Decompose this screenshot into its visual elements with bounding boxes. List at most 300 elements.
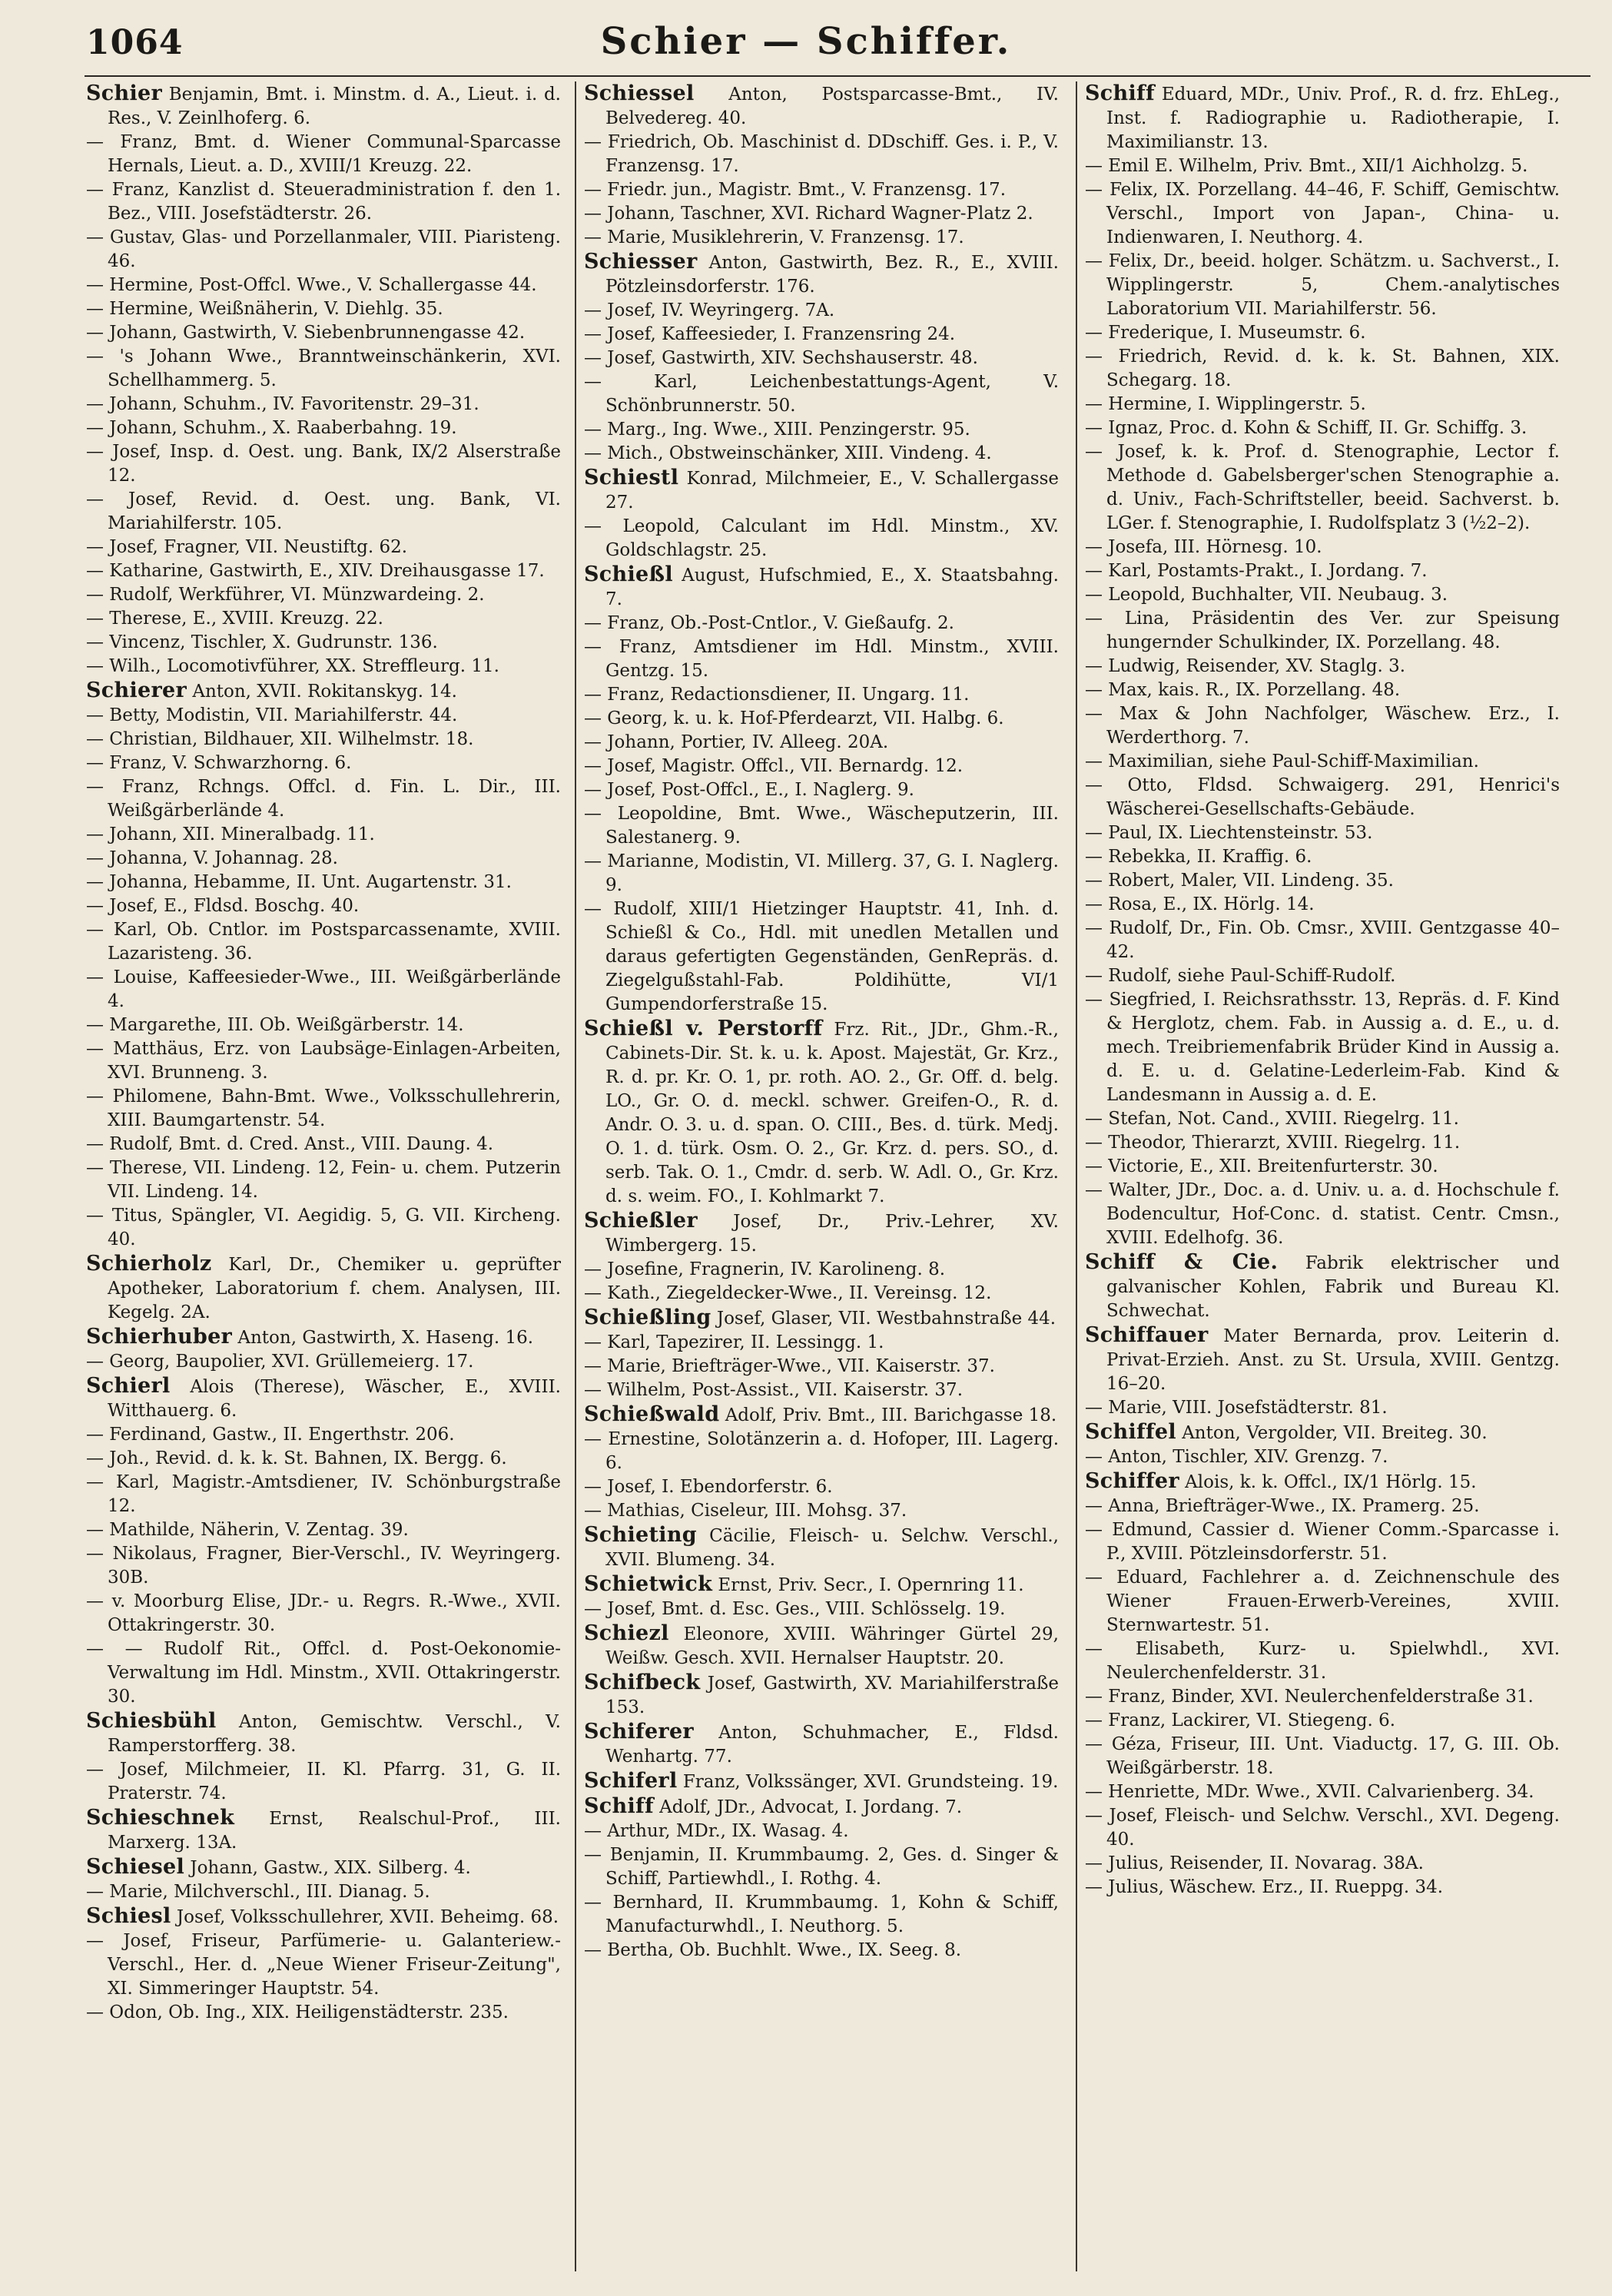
directory-entry: [584, 1671, 1059, 1720]
directory-entry: [86, 536, 561, 559]
directory-entry: [584, 1523, 1059, 1572]
entry-text: — Josef, Fleisch- und Selchw. Verschl., XVI. Degeng. 40.: [1085, 1806, 1560, 1850]
entry-text: — Maximilian, siehe Paul-Schiff-Maximilian.: [1085, 752, 1479, 771]
column-2: [584, 81, 1059, 2279]
directory-entry: [1085, 393, 1560, 416]
directory-entry: [1085, 440, 1560, 536]
entry-text: — Edmund, Cassier d. Wiener Comm.-Sparcasse i. P., XVIII. Pötzleinsdorferstr. 51.: [1085, 1520, 1560, 1564]
entry-text: — Georg, Baupolier, XVI. Grüllemeierg. 17.: [86, 1352, 474, 1372]
directory-entry: [86, 1156, 561, 1204]
directory-entry: [1085, 964, 1560, 988]
directory-entry: [584, 683, 1059, 707]
entry-text: — Marie, VIII. Josefstädterstr. 81.: [1085, 1398, 1388, 1418]
entry-text: — Ernestine, Solotänzerin a. d. Hofoper, III. Lagerg. 6.: [584, 1429, 1059, 1473]
directory-entry: [1085, 750, 1560, 774]
entry-text: — Josef, IV. Weyringerg. 7A.: [584, 300, 835, 320]
directory-entry: [86, 416, 561, 440]
entry-text: — Arthur, MDr., IX. Wasag. 4.: [584, 1821, 849, 1841]
directory-entry: [86, 655, 561, 679]
entry-text: — Johann, Schuhm., IV. Favoritenstr. 29–31.: [86, 394, 479, 414]
entry-text: — Josef, Bmt. d. Esc. Ges., VIII. Schlösselg. 19.: [584, 1599, 1006, 1619]
entry-text: — — Rudolf Rit., Offcl. d. Post-Oekonomie-Verwaltung im Hdl. Minstm., XVII. Ottakringerstr. 30.: [86, 1639, 561, 1707]
directory-entry: [1085, 1518, 1560, 1566]
entry-surname: Schierl: [86, 1374, 171, 1398]
entry-text: — Rosa, E., IX. Hörlg. 14.: [1085, 894, 1315, 914]
entry-text: — Lina, Präsidentin des Ver. zur Speisung hungernder Schulkinder, IX. Porzellang. 48.: [1085, 609, 1560, 652]
entry-surname: Schieschnek: [86, 1806, 235, 1830]
directory-entry: [1085, 893, 1560, 917]
directory-entry: [584, 442, 1059, 466]
entry-text: — Therese, E., XVIII. Kreuzg. 22.: [86, 609, 383, 629]
entry-surname: Schiffel: [1085, 1420, 1176, 1444]
directory-entry: [584, 202, 1059, 226]
directory-entry: [1085, 1107, 1560, 1131]
entry-surname: Schiestl: [584, 466, 679, 489]
directory-entry: [86, 488, 561, 536]
directory-entry: [584, 1820, 1059, 1843]
entry-text: Alois (Therese), Wäscher, E., XVIII. Witthauerg. 6.: [108, 1377, 561, 1421]
entry-text: — Franz, Rchngs. Offcl. d. Fin. L. Dir., III. Weißgärberlände 4.: [86, 777, 561, 821]
directory-entry: [584, 1939, 1059, 1963]
entry-text: — Johanna, Hebamme, II. Unt. Augartenstr. 31.: [86, 872, 512, 892]
entry-surname: Schiff: [1085, 81, 1155, 105]
entry-text: — Victorie, E., XII. Breitenfurterstr. 30.: [1085, 1156, 1438, 1176]
entry-text: Cäcilie, Fleisch- u. Selchw. Verschl., XVII. Blumeng. 34.: [605, 1526, 1059, 1570]
directory-entry: [584, 226, 1059, 250]
entry-text: — Anton, Tischler, XIV. Grenzg. 7.: [1085, 1447, 1388, 1467]
directory-entry: [584, 299, 1059, 323]
entry-text: Anton, Vergolder, VII. Breiteg. 30.: [1176, 1423, 1488, 1443]
entry-text: — Nikolaus, Fragner, Bier-Verschl., IV. Weyringerg. 30B.: [86, 1544, 561, 1588]
entry-text: — Mich., Obstweinschänker, XIII. Vindeng. 4.: [584, 443, 992, 463]
directory-entry: [86, 1423, 561, 1447]
directory-entry: [86, 321, 561, 345]
entry-text: August, Hufschmied, E., X. Staatsbahng. 7.: [605, 566, 1059, 609]
directory-entry: [1085, 702, 1560, 750]
entry-text: — Ferdinand, Gastw., II. Engerthstr. 206.: [86, 1425, 455, 1445]
directory-entry: [86, 1447, 561, 1471]
directory-entry: [1085, 774, 1560, 821]
entry-text: — Henriette, MDr. Wwe., XVII. Calvarienberg. 34.: [1085, 1782, 1534, 1802]
entry-text: — Friedr. jun., Magistr. Bmt., V. Franzensg. 17.: [584, 180, 1007, 200]
directory-entry: [1085, 1396, 1560, 1420]
entry-text: — Rebekka, II. Kraffig. 6.: [1085, 847, 1312, 867]
entry-text: — Hermine, Post-Offcl. Wwe., V. Schallergasse 44.: [86, 275, 537, 295]
directory-entry: [1085, 1495, 1560, 1518]
entry-text: — Johann, Taschner, XVI. Richard Wagner-Platz 2.: [584, 204, 1033, 224]
directory-entry: [86, 1325, 561, 1350]
directory-entry: [1085, 869, 1560, 893]
directory-entry: [584, 131, 1059, 178]
directory-entry: [1085, 1179, 1560, 1250]
entry-surname: Schiesl: [86, 1904, 171, 1928]
entry-text: — Leopold, Buchhalter, VII. Neubaug. 3.: [1085, 585, 1448, 605]
directory-entry: [86, 1590, 561, 1637]
entry-text: Mater Bernarda, prov. Leiterin d. Privat-Erzieh. Anst. zu St. Ursula, XVIII. Gentzg. 16–20.: [1106, 1326, 1560, 1394]
entry-text: — Josef, Magistr. Offcl., VII. Bernardg. 12.: [584, 756, 964, 776]
directory-entry: [86, 847, 561, 871]
entry-text: — Johanna, V. Johannag. 28.: [86, 848, 338, 868]
directory-entry: [86, 345, 561, 393]
directory-entry: [1085, 1685, 1560, 1709]
directory-entry: [1085, 559, 1560, 583]
entry-text: — Marie, Musiklehrerin, V. Franzensg. 17.: [584, 227, 964, 247]
entry-text: — Rudolf, siehe Paul-Schiff-Rudolf.: [1085, 966, 1396, 986]
directory-entry: [86, 918, 561, 966]
entry-text: — Rudolf, Dr., Fin. Ob. Cmsr., XVIII. Gentzgasse 40–42.: [1085, 918, 1560, 962]
directory-entry: [86, 966, 561, 1014]
entry-text: — Friedrich, Revid. d. k. k. St. Bahnen, XIX. Schegarg. 18.: [1085, 347, 1560, 390]
entry-text: — Eduard, Fachlehrer a. d. Zeichnenschule des Wiener Frauen-Erwerb-Vereines, XVIII. Sternwartestr. 51.: [1085, 1568, 1560, 1635]
directory-entry: [584, 897, 1059, 1017]
directory-entry: [1085, 845, 1560, 869]
directory-entry: [584, 370, 1059, 418]
directory-entry: [86, 274, 561, 297]
directory-entry: [1085, 1420, 1560, 1445]
directory-entry: [584, 466, 1059, 515]
directory-entry: [86, 1374, 561, 1423]
directory-entry: [86, 1085, 561, 1133]
directory-entry: [86, 393, 561, 416]
directory-entry: [584, 802, 1059, 850]
entry-surname: Schiesel: [86, 1855, 185, 1879]
entry-text: — Betty, Modistin, VII. Mariahilferstr. 44.: [86, 705, 458, 725]
entry-text: — Robert, Maler, VII. Lindeng. 35.: [1085, 871, 1394, 891]
directory-entry: [584, 1598, 1059, 1621]
directory-entry: [1085, 655, 1560, 679]
directory-entry: [1085, 607, 1560, 655]
entry-text: Anton, Postsparcasse-Bmt., IV. Belvedereg. 40.: [605, 85, 1059, 128]
directory-entry: [86, 704, 561, 728]
header-rule: [85, 75, 1590, 77]
entry-text: — Leopoldine, Bmt. Wwe., Wäscheputzerin, III. Salestanerg. 9.: [584, 804, 1059, 848]
entry-surname: Schießl v. Perstorff: [584, 1017, 823, 1040]
entry-text: — Stefan, Not. Cand., XVIII. Riegelrg. 11.: [1085, 1109, 1459, 1129]
directory-entry: [86, 752, 561, 775]
directory-entry: [1085, 821, 1560, 845]
directory-entry: [584, 1572, 1059, 1598]
entry-surname: Schier: [86, 81, 163, 105]
entry-text: — Therese, VII. Lindeng. 12, Fein- u. chem. Putzerin VII. Lindeng. 14.: [86, 1158, 561, 1202]
directory-entry: [1085, 154, 1560, 178]
entry-text: — Anna, Briefträger-Wwe., IX. Pramerg. 25.: [1085, 1496, 1480, 1516]
entry-text: — Friedrich, Ob. Maschinist d. DDschiff. Ges. i. P., V. Franzensg. 17.: [584, 132, 1059, 176]
directory-entry: [584, 1499, 1059, 1523]
directory-entry: [584, 1794, 1059, 1820]
directory-entry: [1085, 1131, 1560, 1155]
directory-entry: [584, 755, 1059, 778]
entry-text: — Franz, Lackirer, VI. Stiegeng. 6.: [1085, 1710, 1396, 1730]
entry-text: — Franz, Redactionsdiener, II. Ungarg. 11.: [584, 685, 970, 705]
entry-text: — Felix, Dr., beeid. holger. Schätzm. u. Sachverst., I. Wipplingerstr. 5, Chem.-analytisches Laboratorium VII. Mariahilferstr. 56.: [1085, 251, 1560, 319]
directory-entry: [86, 894, 561, 918]
directory-entry: [1085, 1250, 1560, 1323]
entry-text: — Josef, Gastwirth, XIV. Sechshauserstr. 48.: [584, 348, 978, 368]
entry-text: — Josef, E., Fldsd. Boschg. 40.: [86, 896, 360, 916]
entry-surname: Schiesser: [584, 250, 698, 274]
entry-text: Eduard, MDr., Univ. Prof., R. d. frz. EhLeg., Inst. f. Radiographie u. Radiotherapie, I. Maximilianstr. 13.: [1106, 85, 1560, 152]
entry-text: — Walter, JDr., Doc. a. d. Univ. u. a. d. Hochschule f. Bodencultur, Hof-Conc. d. statist. Centr. Cmsn., XVIII. Edelhofg. 36.: [1085, 1180, 1560, 1248]
directory-entry: [1085, 321, 1560, 345]
directory-entry: [86, 1037, 561, 1085]
entry-text: — Mathilde, Näherin, V. Zentag. 39.: [86, 1520, 409, 1540]
directory-entry: [86, 559, 561, 583]
entry-text: Adolf, Priv. Bmt., III. Barichgasse 18.: [719, 1405, 1057, 1425]
directory-entry: [86, 1518, 561, 1542]
entry-text: — Mathias, Ciseleur, III. Mohsg. 37.: [584, 1501, 907, 1521]
entry-text: — Siegfried, I. Reichsrathsstr. 13, Repräs. d. F. Kind & Herglotz, chem. Fab. in Aussig a. d. E., u. d. mech. Treibriemenfabrik Brüder Kind in Aussig a. d. E. u. d. Gelatine-Lederleim-Fab. Kind & Landesmann in Aussig a. d. E.: [1085, 990, 1560, 1105]
directory-entry: [86, 775, 561, 823]
entry-text: Alois, k. k. Offcl., IX/1 Hörlg. 15.: [1179, 1472, 1477, 1492]
directory-entry: [584, 1209, 1059, 1258]
entry-text: — Hermine, I. Wipplingerstr. 5.: [1085, 394, 1366, 414]
directory-entry: [1085, 1637, 1560, 1685]
entry-text: — Elisabeth, Kurz- u. Spielwhdl., XVI. Neulerchenfelderstr. 31.: [1085, 1639, 1560, 1683]
directory-entry: [584, 1769, 1059, 1794]
directory-entry: [584, 81, 1059, 131]
directory-entry: [1085, 583, 1560, 607]
entry-text: Karl, Dr., Chemiker u. geprüfter Apotheker, Laboratorium f. chem. Analysen, III. Kegelg. 2A.: [108, 1255, 561, 1322]
directory-entry: [584, 1891, 1059, 1939]
entry-surname: Schießwald: [584, 1402, 720, 1426]
entry-surname: Schiff: [584, 1794, 654, 1818]
directory-entry: [584, 1017, 1059, 1209]
directory-entry: [584, 347, 1059, 370]
directory-entry: [1085, 250, 1560, 321]
entry-text: — Benjamin, II. Krummbaumg. 2, Ges. d. Singer & Schiff, Partiewhdl., I. Rothg. 4.: [584, 1845, 1059, 1889]
directory-entry: [584, 1331, 1059, 1355]
entry-text: — Wilh., Locomotivführer, XX. Streffleurg. 11.: [86, 656, 499, 676]
running-head: Schier — Schiffer.: [600, 20, 1012, 63]
entry-text: — Max & John Nachfolger, Wäschew. Erz., I. Werderthorg. 7.: [1085, 704, 1560, 748]
directory-entry: [1085, 536, 1560, 559]
entry-text: — Julius, Wäschew. Erz., II. Rueppg. 34.: [1085, 1877, 1444, 1897]
entry-text: — Josef, k. k. Prof. d. Stenographie, Lector f. Methode d. Gabelsberger'schen Stenographie a. d. Univ., Fach-Schriftsteller, beeid. Sachverst. b. LGer. f. Stenographie, I. Rudolfsplatz 3 (½2–2).: [1085, 442, 1560, 533]
directory-entry: [86, 823, 561, 847]
entry-text: Fabrik elektrischer und galvanischer Kohlen, Fabrik und Bureau Kl. Schwechat.: [1106, 1253, 1560, 1321]
entry-text: — Karl, Ob. Cntlor. im Postsparcassenamte, XVIII. Lazaristeng. 36.: [86, 920, 561, 964]
directory-entry: [584, 1720, 1059, 1769]
entry-text: Josef, Gastwirth, XV. Mariahilferstraße 153.: [605, 1674, 1059, 1717]
entry-text: — Rudolf, XIII/1 Hietzinger Hauptstr. 41, Inh. d. Schießl & Co., Hdl. mit unedlen Metallen und daraus gefertigten Gegenständen, GenRepräs. d. Ziegelgußstahl-Fab. Poldihütte, VI/1 Gumpendorferstraße 15.: [584, 899, 1059, 1014]
directory-entry: [1085, 178, 1560, 250]
directory-entry: [584, 1475, 1059, 1499]
entry-text: Anton, Gastwirth, Bez. R., E., XVIII. Pötzleinsdorferstr. 176.: [605, 253, 1059, 297]
directory-entry: [1085, 1852, 1560, 1876]
entry-text: Frz. Rit., JDr., Ghm.-R., Cabinets-Dir. St. k. u. k. Apost. Majestät, Gr. Krz., R. d. pr. Kr. O. 1, pr. roth. AO. 2., Gr. Off. d. belg. LO., Gr. O. d. meckl. schwer. Greifen-O., R. d. Andr. O. 3. u. d. span. O. CIII., Bes. d. türk. Medj. O. 1. d. türk. Osm. O. 2., Gr. Krz. d. pers. SO., d. serb. Tak. O. 1., Cmdr. d. serb. W. Adl. O., Gr. Krz. d. s. weim. FO., I. Kohlmarkt 7.: [605, 1020, 1059, 1206]
entry-text: — Emil E. Wilhelm, Priv. Bmt., XII/1 Aichholzg. 5.: [1085, 156, 1528, 176]
entry-text: — v. Moorburg Elise, JDr.- u. Regrs. R.-Wwe., XVII. Ottakringerstr. 30.: [86, 1591, 561, 1635]
entry-text: — Max, kais. R., IX. Porzellang. 48.: [1085, 680, 1401, 700]
directory-entry: [1085, 1733, 1560, 1780]
directory-entry: [584, 612, 1059, 635]
directory-entry: [86, 679, 561, 704]
directory-entry: [1085, 416, 1560, 440]
directory-entry: [584, 1282, 1059, 1306]
entry-text: Franz, Volkssänger, XVI. Grundsteing. 19.: [677, 1772, 1059, 1792]
directory-entry: [584, 323, 1059, 347]
directory-entry: [86, 1709, 561, 1758]
directory-entry: [584, 1621, 1059, 1671]
entry-text: Anton, Gastwirth, X. Haseng. 16.: [232, 1328, 534, 1348]
entry-text: — Josef, Revid. d. Oest. ung. Bank, VI. Mariahilferstr. 105.: [86, 489, 561, 533]
entry-surname: Schiff & Cie.: [1085, 1250, 1279, 1274]
entry-text: — 's Johann Wwe., Branntweinschänkerin, XVI. Schellhammerg. 5.: [86, 347, 561, 390]
entry-surname: Schiezl: [584, 1621, 669, 1645]
directory-entry: [584, 850, 1059, 897]
entry-text: — Franz, Kanzlist d. Steueradministration f. den 1. Bez., VIII. Josefstädterstr. 26.: [86, 180, 561, 224]
entry-text: — Johann, Schuhm., X. Raaberbahng. 19.: [86, 418, 457, 438]
entry-text: — Géza, Friseur, III. Unt. Viaductg. 17, G. III. Ob. Weißgärberstr. 18.: [1085, 1734, 1560, 1778]
directory-entry: [584, 418, 1059, 442]
directory-entry: [584, 1379, 1059, 1402]
directory-entry: [584, 515, 1059, 562]
directory-entry: [86, 297, 561, 321]
directory-entry: [86, 583, 561, 607]
entry-text: — Josefine, Fragnerin, IV. Karolineng. 8.: [584, 1259, 946, 1279]
entry-text: — Kath., Ziegeldecker-Wwe., II. Vereinsg. 12.: [584, 1283, 992, 1303]
directory-entry: [86, 1806, 561, 1855]
entry-text: — Marianne, Modistin, VI. Millerg. 37, G. I. Naglerg. 9.: [584, 851, 1059, 895]
entry-text: — Vincenz, Tischler, X. Gudrunstr. 136.: [86, 632, 438, 652]
entry-surname: Schiferer: [584, 1720, 694, 1744]
directory-entry: [86, 1880, 561, 1904]
entry-surname: Schierhuber: [86, 1325, 233, 1349]
entry-text: — Katharine, Gastwirth, E., XIV. Dreihausgasse 17.: [86, 561, 545, 581]
directory-entry: [86, 1637, 561, 1709]
entry-text: — Karl, Postamts-Prakt., I. Jordang. 7.: [1085, 561, 1428, 581]
directory-entry: [1085, 917, 1560, 964]
entry-text: — Rudolf, Werkführer, VI. Münzwardeing. 2.: [86, 585, 485, 605]
entry-text: Josef, Dr., Priv.-Lehrer, XV. Wimbergerg. 15.: [605, 1212, 1059, 1256]
directory-entry: [86, 226, 561, 274]
directory-entry: [584, 778, 1059, 802]
directory-entry: [86, 631, 561, 655]
entry-surname: Schierholz: [86, 1252, 212, 1276]
entry-text: — Leopold, Calculant im Hdl. Minstm., XV. Goldschlagstr. 25.: [584, 516, 1059, 560]
directory-entry: [86, 81, 561, 131]
directory-entry: [1085, 1469, 1560, 1495]
directory-entry: [86, 871, 561, 894]
directory-entry: [86, 728, 561, 752]
entry-text: — Karl, Tapezirer, II. Lessingg. 1.: [584, 1332, 884, 1352]
entry-text: — Josef, Kaffeesieder, I. Franzensring 24.: [584, 324, 956, 344]
directory-entry: [1085, 1566, 1560, 1637]
entry-text: — Karl, Magistr.-Amtsdiener, IV. Schönburgstraße 12.: [86, 1472, 561, 1516]
directory-entry: [584, 562, 1059, 612]
directory-entry: [86, 178, 561, 226]
directory-entry: [584, 1402, 1059, 1428]
entry-text: — Christian, Bildhauer, XII. Wilhelmstr. 18.: [86, 729, 474, 749]
entry-text: — Odon, Ob. Ing., XIX. Heiligenstädterstr. 235.: [86, 2002, 509, 2022]
entry-text: Eleonore, XVIII. Währinger Gürtel 29, Weißw. Gesch. XVII. Hernalser Hauptstr. 20.: [605, 1624, 1059, 1668]
entry-surname: Schießler: [584, 1209, 698, 1233]
directory-entry: [584, 1306, 1059, 1331]
entry-text: — Josef, Post-Offcl., E., I. Naglerg. 9.: [584, 780, 914, 800]
entry-surname: Schietwick: [584, 1572, 713, 1596]
entry-text: Anton, Schuhmacher, E., Fldsd. Wenhartg. 77.: [605, 1723, 1059, 1767]
entry-surname: Schießl: [584, 562, 673, 586]
entry-text: — Wilhelm, Post-Assist., VII. Kaiserstr. 37.: [584, 1380, 964, 1400]
directory-entry: [584, 1258, 1059, 1282]
entry-text: — Paul, IX. Liechtensteinstr. 53.: [1085, 823, 1373, 843]
entry-text: — Rudolf, Bmt. d. Cred. Anst., VIII. Daung. 4.: [86, 1134, 494, 1154]
entry-surname: Schiffauer: [1085, 1323, 1209, 1347]
entry-text: — Franz, Bmt. d. Wiener Communal-Sparcasse Hernals, Lieut. a. D., XVIII/1 Kreuzg. 22.: [86, 132, 561, 176]
directory-entry: [584, 635, 1059, 683]
directory-entry: [584, 178, 1059, 202]
directory-entry: [86, 1929, 561, 2001]
entry-surname: Schieting: [584, 1523, 697, 1547]
entry-text: — Otto, Fldsd. Schwaigerg. 291, Henrici's Wäscherei-Gesellschafts-Gebäude.: [1085, 775, 1560, 819]
entry-text: — Georg, k. u. k. Hof-Pferdearzt, VII. Halbg. 6.: [584, 708, 1004, 728]
column-divider: [575, 81, 576, 2271]
entry-text: — Josef, I. Ebendorferstr. 6.: [584, 1477, 833, 1497]
directory-entry: [584, 1843, 1059, 1891]
directory-entry: [1085, 1709, 1560, 1733]
directory-entry: [86, 440, 561, 488]
entry-text: — Franz, Ob.-Post-Cntlor., V. Gießaufg. 2.: [584, 613, 954, 633]
entry-surname: Schiessel: [584, 81, 695, 105]
entry-text: — Franz, Amtsdiener im Hdl. Minstm., XVIII. Gentzg. 15.: [584, 637, 1059, 681]
entry-surname: Schiesbühl: [86, 1709, 217, 1733]
entry-text: — Titus, Spängler, VI. Aegidig. 5, G. VII. Kircheng. 40.: [86, 1206, 561, 1249]
entry-text: — Johann, XII. Mineralbadg. 11.: [86, 825, 375, 844]
entry-text: — Theodor, Thierarzt, XVIII. Riegelrg. 11.: [1085, 1133, 1461, 1153]
directory-entry: [584, 1355, 1059, 1379]
entry-text: — Bertha, Ob. Buchhlt. Wwe., IX. Seeg. 8.: [584, 1940, 962, 1960]
directory-entry: [86, 1904, 561, 1929]
entry-text: — Julius, Reisender, II. Novarag. 38A.: [1085, 1853, 1424, 1873]
directory-entry: [86, 1471, 561, 1518]
directory-entry: [86, 1252, 561, 1325]
entry-text: — Felix, IX. Porzellang. 44–46, F. Schiff, Gemischtw. Verschl., Import von Japan-, China- u. Indienwaren, I. Neuthorg. 4.: [1085, 180, 1560, 247]
directory-entry: [86, 1542, 561, 1590]
entry-text: — Josef, Friseur, Parfümerie- u. Galanteriew.-Verschl., Her. d. „Neue Wiener Friseur-Zeitung", XI. Simmeringer Hauptstr. 54.: [86, 1931, 561, 1999]
entry-text: — Karl, Leichenbestattungs-Agent, V. Schönbrunnerstr. 50.: [584, 372, 1059, 416]
entry-text: — Franz, Binder, XVI. Neulerchenfelderstraße 31.: [1085, 1687, 1534, 1707]
directory-entry: [1085, 345, 1560, 393]
directory-entry: [86, 1350, 561, 1374]
entry-text: — Marie, Briefträger-Wwe., VII. Kaiserstr. 37.: [584, 1356, 995, 1376]
column-3: [1085, 81, 1560, 2279]
entry-surname: Schiffer: [1085, 1469, 1179, 1493]
directory-entry: [584, 707, 1059, 731]
entry-text: — Frederique, I. Museumstr. 6.: [1085, 323, 1366, 343]
entry-text: Josef, Glaser, VII. Westbahnstraße 44.: [711, 1309, 1056, 1329]
directory-entry: [584, 1428, 1059, 1475]
entry-text: — Gustav, Glas- und Porzellanmaler, VIII. Piaristeng. 46.: [86, 227, 561, 271]
entry-text: — Louise, Kaffeesieder-Wwe., III. Weißgärberlände 4.: [86, 967, 561, 1011]
entry-text: Anton, XVII. Rokitanskyg. 14.: [187, 682, 457, 702]
entry-text: — Johann, Portier, IV. Alleeg. 20A.: [584, 732, 889, 752]
entry-text: — Ignaz, Proc. d. Kohn & Schiff, II. Gr. Schiffg. 3.: [1085, 418, 1527, 438]
directory-entry: [1085, 1876, 1560, 1900]
directory-entry: [1085, 1445, 1560, 1469]
entry-surname: Schießling: [584, 1306, 711, 1329]
directory-entry: [1085, 1323, 1560, 1396]
directory-entry: [1085, 679, 1560, 702]
directory-entry: [1085, 1155, 1560, 1179]
entry-text: — Johann, Gastwirth, V. Siebenbrunnengasse 42.: [86, 323, 526, 343]
entry-text: Johann, Gastw., XIX. Silberg. 4.: [184, 1858, 471, 1878]
entry-text: — Josef, Milchmeier, II. Kl. Pfarrg. 31, G. II. Praterstr. 74.: [86, 1760, 561, 1803]
entry-text: — Josef, Insp. d. Oest. ung. Bank, IX/2 Alserstraße 12.: [86, 442, 561, 486]
directory-entry: [86, 2001, 561, 2025]
directory-entry: [86, 1855, 561, 1880]
entry-surname: Schiferl: [584, 1769, 678, 1793]
entry-text: Konrad, Milchmeier, E., V. Schallergasse 27.: [605, 469, 1059, 513]
